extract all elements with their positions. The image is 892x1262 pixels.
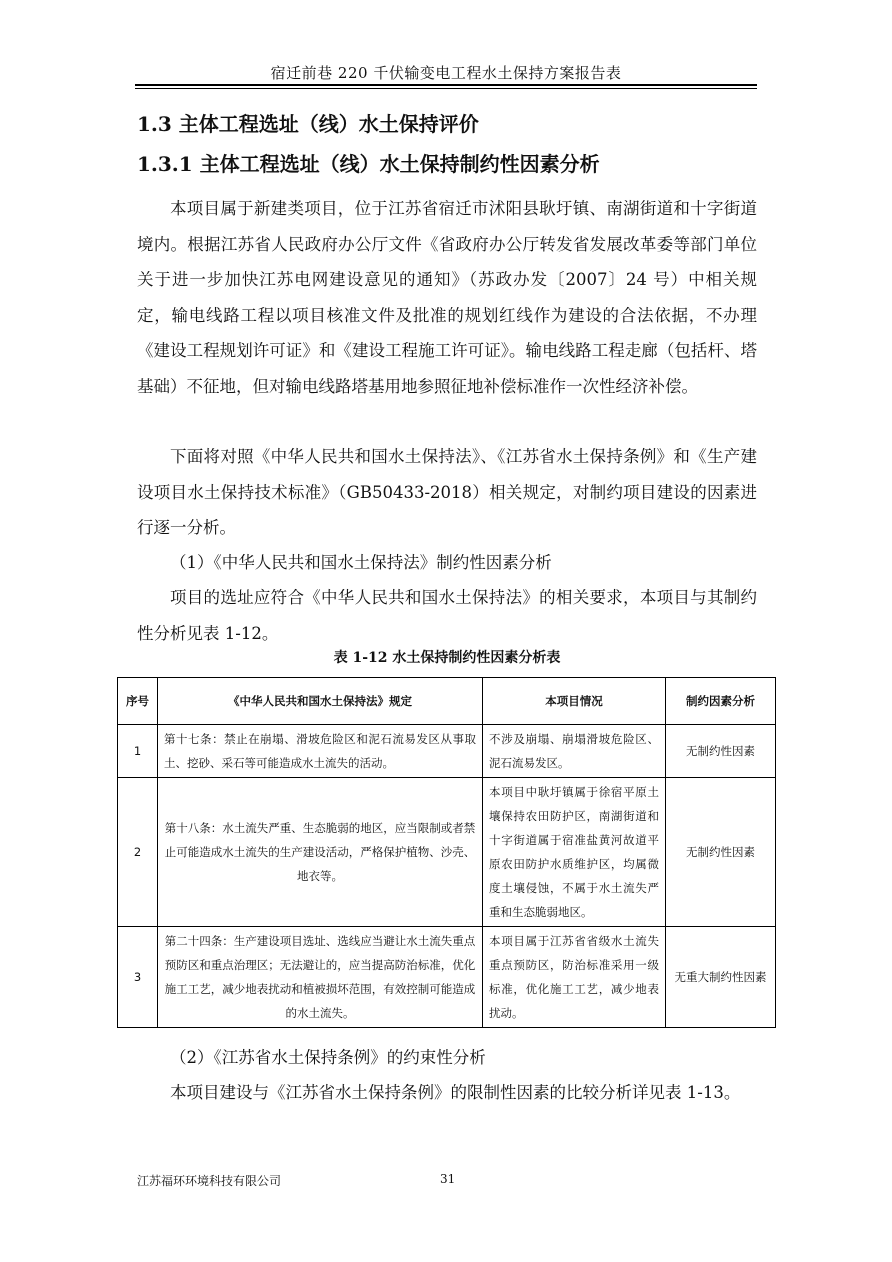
row-analysis: 无制约性因素	[666, 725, 776, 778]
row-rule: 第二十四条：生产建设项目选址、选线应当避让水土流失重点预防区和重点治理区；无法避让的，应当提高防治标准，优化施工工艺，减少地表扰动和植被损坏范围，有效控制可能造成的水土流失。	[158, 927, 483, 1028]
table-row	[118, 927, 776, 1028]
row-situation: 不涉及崩塌、崩塌滑坡危险区、泥石流易发区。	[483, 725, 666, 778]
paragraph-law-requirement: 项目的选址应符合《中华人民共和国水土保持法》的相关要求，本项目与其制约性分析见表 1-12。	[137, 588, 757, 643]
table-header-row	[118, 678, 776, 725]
page-number: 31	[440, 1172, 456, 1186]
page-header: 宿迁前巷 220 千伏输变电工程水土保持方案报告表	[270, 64, 622, 82]
row-situation: 本项目属于江苏省省级水土流失重点预防区，防治标准采用一级标准，优化施工工艺，减少地表扰动。	[483, 927, 666, 1028]
paragraph-project-location: 本项目属于新建类项目，位于江苏省宿迁市沭阳县耿圩镇、南湖街道和十字街道境内。根据江苏省人民政府办公厅文件《省政府办公厅转发省发展改革委等部门单位关于进一步加快江苏电网建设意见的通知》（苏政办发〔2007〕24 号）中相关规定，输电线路工程以项目核准文件及批准的规划红线作为建设的合法依据，不办理《建设工程规划许可证》和《建设工程施工许可证》。输电线路工程走廊（包括杆、塔基础）不征地，但对输电线路塔基用地参照征地补偿标准作一次性经济补偿。	[137, 199, 757, 396]
row-analysis: 无制约性因素	[666, 778, 776, 927]
paragraph-regulation-comparison: 本项目建设与《江苏省水土保持条例》的限制性因素的比较分析详见表 1-13。	[170, 1083, 741, 1102]
paragraph-law-analysis-title: （1）《中华人民共和国水土保持法》制约性因素分析	[170, 553, 552, 572]
table-row	[118, 778, 776, 927]
row-no: 3	[118, 927, 158, 1028]
header-constraint-analysis: 制约因素分析	[666, 678, 776, 725]
table-caption: 表 1-12 水土保持制约性因素分析表	[333, 650, 561, 666]
header-project-situation: 本项目情况	[483, 678, 666, 725]
subsection-heading: 1.3.1 主体工程选址（线）水土保持制约性因素分析	[137, 152, 600, 176]
row-situation: 本项目中耿圩镇属于徐宿平原土壤保持农田防护区，南湖街道和十字街道属于宿准盐黄河故道平原农田防护水质维护区，均属微度土壤侵蚀，不属于水土流失严重和生态脆弱地区。	[483, 778, 666, 927]
row-analysis: 无重大制约性因素	[666, 927, 776, 1028]
header-rule-thin	[135, 88, 757, 89]
row-rule: 第十八条：水土流失严重、生态脆弱的地区，应当限制或者禁止可能造成水土流失的生产建设活动，严格保护植物、沙壳、地衣等。	[158, 778, 483, 927]
header-law-rule: 《中华人民共和国水土保持法》规定	[158, 678, 483, 725]
footer-company: 江苏福环环境科技有限公司	[137, 1174, 282, 1188]
header-no: 序号	[118, 678, 158, 725]
row-no: 1	[118, 725, 158, 778]
section-heading: 1.3 主体工程选址（线）水土保持评价	[137, 112, 479, 136]
paragraph-analysis-intro: 下面将对照《中华人民共和国水土保持法》、《江苏省水土保持条例》和《生产建设项目水土保持技术标准》（GB50433-2018）相关规定，对制约项目建设的因素进行逐一分析。	[137, 447, 757, 537]
table-row	[118, 725, 776, 778]
constraint-analysis-table	[117, 677, 776, 1028]
header-rule-thick	[135, 84, 757, 86]
row-no: 2	[118, 778, 158, 927]
paragraph-regulation-analysis-title: （2）《江苏省水土保持条例》的约束性分析	[170, 1048, 486, 1067]
row-rule: 第十七条：禁止在崩塌、滑坡危险区和泥石流易发区从事取土、挖砂、采石等可能造成水土流失的活动。	[158, 725, 483, 778]
